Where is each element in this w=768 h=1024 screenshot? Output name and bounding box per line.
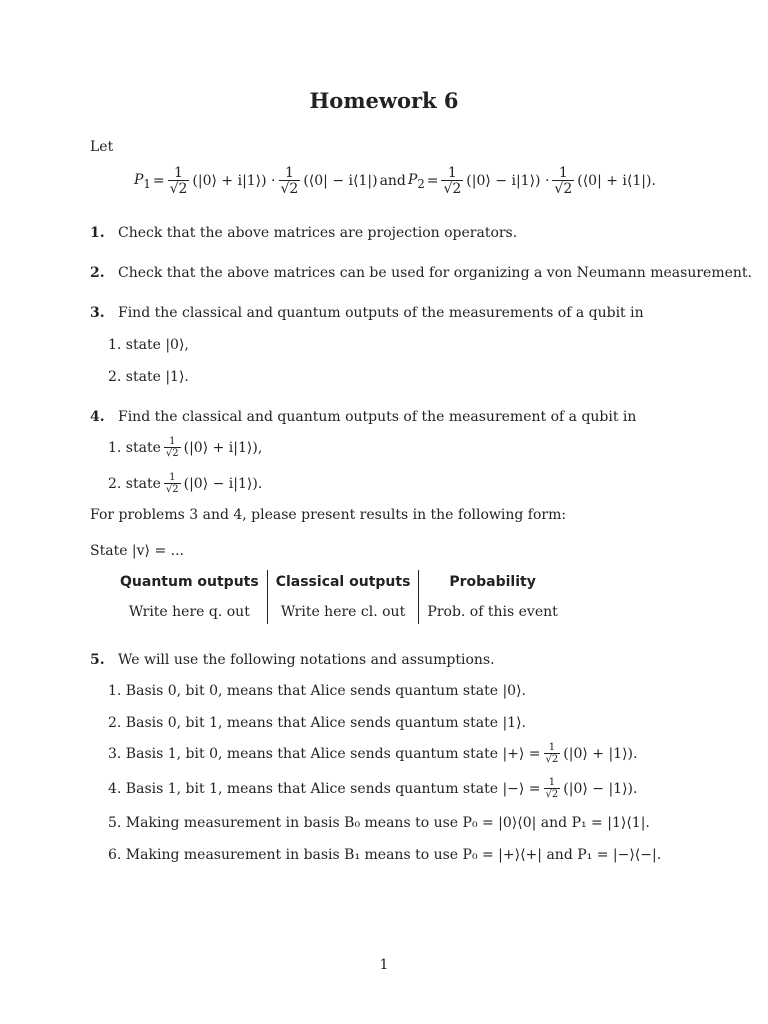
p2-symbol: $P_2$ [407,171,425,191]
table-cell: Prob. of this event [419,600,566,624]
fraction-1-over-sqrt2: $\frac{1}{√2}$ [545,777,559,800]
list-item: 2. state $\frac{1}{√2}$ (|0⟩ − i|1⟩). [108,472,263,495]
table-header: Probability [419,570,566,600]
p2-ket: (|0⟩ − i|1⟩) · [466,173,550,189]
fraction-1-over-sqrt2: $\frac{1}{√2}$ [443,165,462,197]
list-item: 2. Basis 0, bit 1, means that Alice sends quantum state |1⟩. [108,715,526,731]
problem-text: Check that the above matrices can be used for organizing a von Neumann measurement. [117,265,752,281]
problem-1 [90,225,517,241]
and-word: and [379,173,406,189]
problem-number: 5. [90,652,105,668]
problem-text: Find the classical and quantum outputs of the measurement of a qubit in [117,409,637,425]
table-header: Classical outputs [267,570,419,600]
fraction-1-over-sqrt2: $\frac{1}{√2}$ [280,165,299,197]
list-item: 4. Basis 1, bit 1, means that Alice sends quantum state |−⟩ = $\frac{1}{√2}$ (|0⟩ − |1⟩). [108,777,638,800]
fraction-1-over-sqrt2: $\frac{1}{√2}$ [169,165,188,197]
problem-text: We will use the following notations and assumptions. [117,652,495,668]
list-item: 5. Making measurement in basis B₀ means to use P₀ = |0⟩⟨0| and P₁ = |1⟩⟨1|. [108,815,650,831]
equals-sign: = [152,173,165,189]
list-item: 1. Basis 0, bit 0, means that Alice sends quantum state |0⟩. [108,683,526,699]
table-cell: Write here cl. out [267,600,419,624]
fraction-1-over-sqrt2: $\frac{1}{√2}$ [554,165,573,197]
form-note: For problems 3 and 4, please present results in the following form: [90,507,567,523]
p2-bra: (⟨0| + i⟨1|). [577,173,656,189]
p1-symbol: $P_1$ [134,171,151,191]
problem-number: 2. [90,265,105,281]
table-header: Quantum outputs [120,574,259,590]
problem-number: 1. [90,225,105,241]
problem-text: Find the classical and quantum outputs of the measurements of a qubit in [117,305,644,321]
list-item: 6. Making measurement in basis B₁ means to use P₀ = |+⟩⟨+| and P₁ = |−⟩⟨−|. [108,847,662,863]
problem-number: 3. [90,305,105,321]
intro-text: Let [90,139,114,155]
problem-5 [90,652,495,668]
table-cell: Write here q. out [128,604,250,620]
fraction-1-over-sqrt2: $\frac{1}{√2}$ [165,436,179,459]
list-item: 1. state $\frac{1}{√2}$ (|0⟩ + i|1⟩), [108,436,263,459]
state-line: State |v⟩ = ... [90,543,184,559]
problem-number: 4. [90,409,105,425]
problem-text: Check that the above matrices are projection operators. [117,225,518,241]
table-row [112,600,566,624]
problem-4 [90,409,636,425]
table-header-row [112,570,566,600]
list-item: 3. Basis 1, bit 0, means that Alice sends quantum state |+⟩ = $\frac{1}{√2}$ (|0⟩ + |1⟩). [108,742,638,765]
list-item: 2. state |1⟩. [108,369,189,385]
page-title: Homework 6 [309,88,459,113]
page-number: 1 [379,957,389,973]
p1-bra: (⟨0| − i⟨1|) [303,173,378,189]
answer-template-table [112,570,566,624]
fraction-1-over-sqrt2: $\frac{1}{√2}$ [545,742,559,765]
list-item: 1. state |0⟩, [108,337,189,353]
problem-2 [90,265,752,281]
equals-sign: = [426,173,439,189]
p1-ket: (|0⟩ + i|1⟩) · [192,173,276,189]
operator-definitions [134,166,656,196]
fraction-1-over-sqrt2: $\frac{1}{√2}$ [165,472,179,495]
problem-3 [90,305,644,321]
